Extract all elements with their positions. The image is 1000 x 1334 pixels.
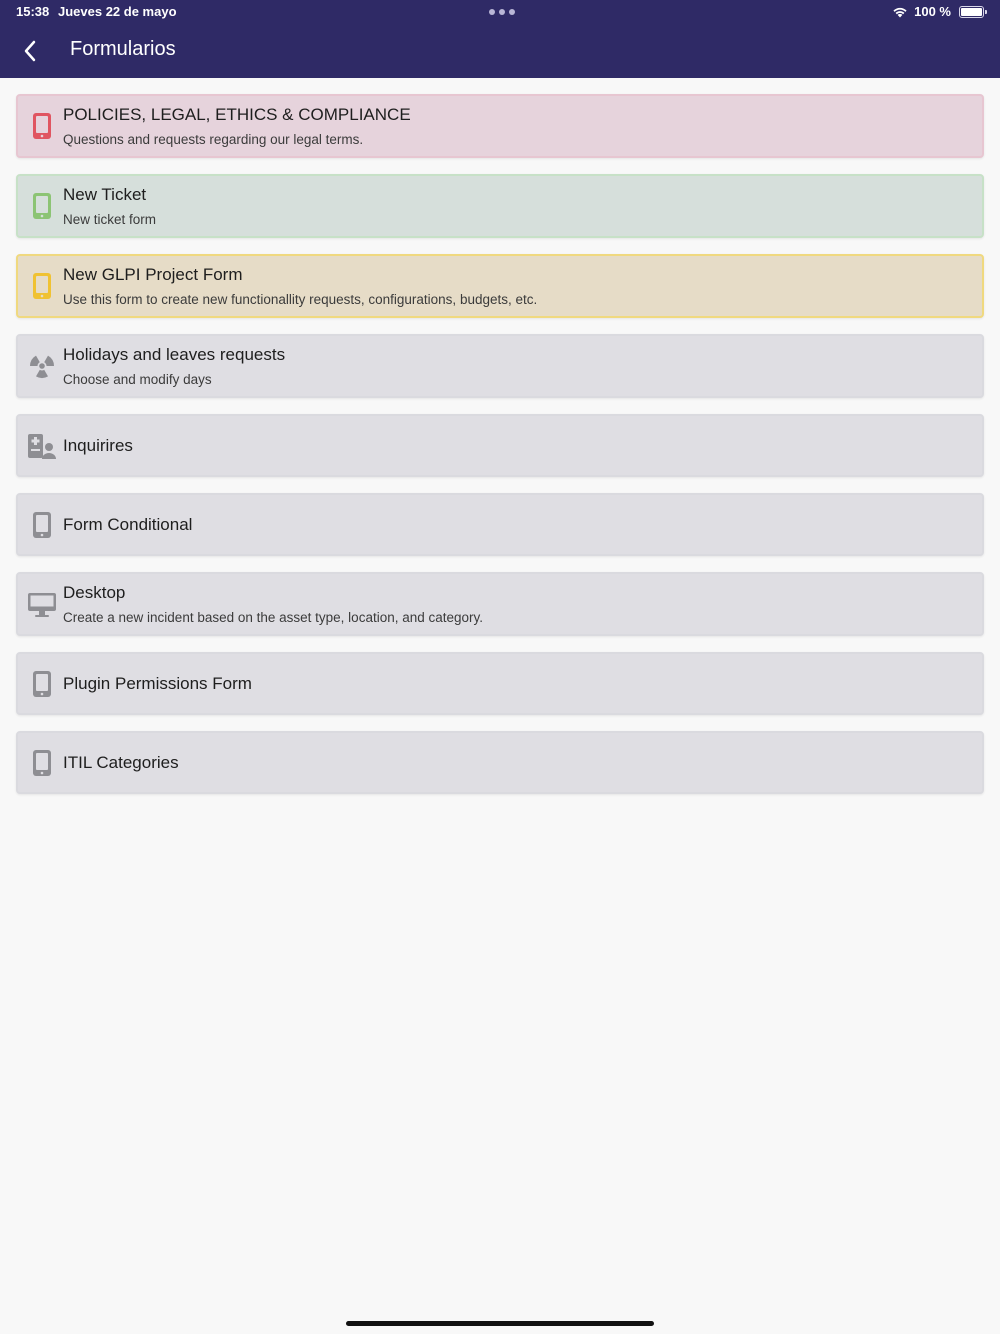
form-item-itil-categories[interactable]: [16, 731, 984, 794]
form-title: ITIL Categories: [63, 752, 179, 772]
status-time: 15:38: [16, 4, 50, 19]
tablet-icon: [26, 668, 58, 700]
form-description: Use this form to create new functionallity requests, configurations, budgets, etc.: [63, 292, 538, 307]
wifi-icon: [892, 6, 908, 18]
form-title: Plugin Permissions Form: [63, 673, 252, 693]
form-description: New ticket form: [63, 212, 157, 227]
form-description: Questions and requests regarding our legal terms.: [63, 132, 364, 147]
chevron-left-icon: [23, 40, 37, 62]
form-title: New Ticket: [63, 185, 147, 204]
desktop-icon: [26, 588, 58, 620]
form-title: Form Conditional: [63, 514, 193, 534]
form-item-form-conditional[interactable]: [16, 493, 984, 556]
status-right: [892, 4, 984, 19]
multitasking-dots-icon[interactable]: [489, 9, 515, 15]
page-title: Formularios: [70, 38, 176, 60]
tablet-icon: [26, 270, 58, 302]
form-item-holidays[interactable]: [16, 334, 984, 398]
tablet-icon: [26, 110, 58, 142]
form-title: POLICIES, LEGAL, ETHICS & COMPLIANCE: [63, 105, 411, 124]
form-item-plugin-permissions[interactable]: [16, 652, 984, 715]
form-description: Choose and modify days: [63, 372, 212, 387]
form-description: Create a new incident based on the asset type, location, and category.: [63, 610, 484, 625]
form-item-glpi-project[interactable]: [16, 254, 984, 318]
form-title: Holidays and leaves requests: [63, 345, 286, 364]
form-item-policies[interactable]: [16, 94, 984, 158]
form-item-new-ticket[interactable]: [16, 174, 984, 238]
home-indicator[interactable]: [346, 1321, 654, 1326]
top-bar: [0, 0, 1000, 78]
form-title: Desktop: [63, 583, 126, 602]
tablet-icon: [26, 747, 58, 779]
form-title: Inquirires: [63, 435, 133, 455]
back-button[interactable]: [16, 36, 44, 66]
form-item-desktop[interactable]: [16, 572, 984, 636]
form-title: New GLPI Project Form: [63, 265, 243, 284]
forms-list: [16, 94, 984, 810]
form-item-inquiries[interactable]: [16, 414, 984, 477]
radiation-icon: [26, 350, 58, 382]
tablet-icon: [26, 190, 58, 222]
battery-percentage: 100 %: [914, 4, 951, 19]
user-id-card-icon: [26, 430, 58, 462]
tablet-icon: [26, 509, 58, 541]
battery-icon: [959, 6, 984, 18]
status-date: Jueves 22 de mayo: [58, 4, 177, 19]
